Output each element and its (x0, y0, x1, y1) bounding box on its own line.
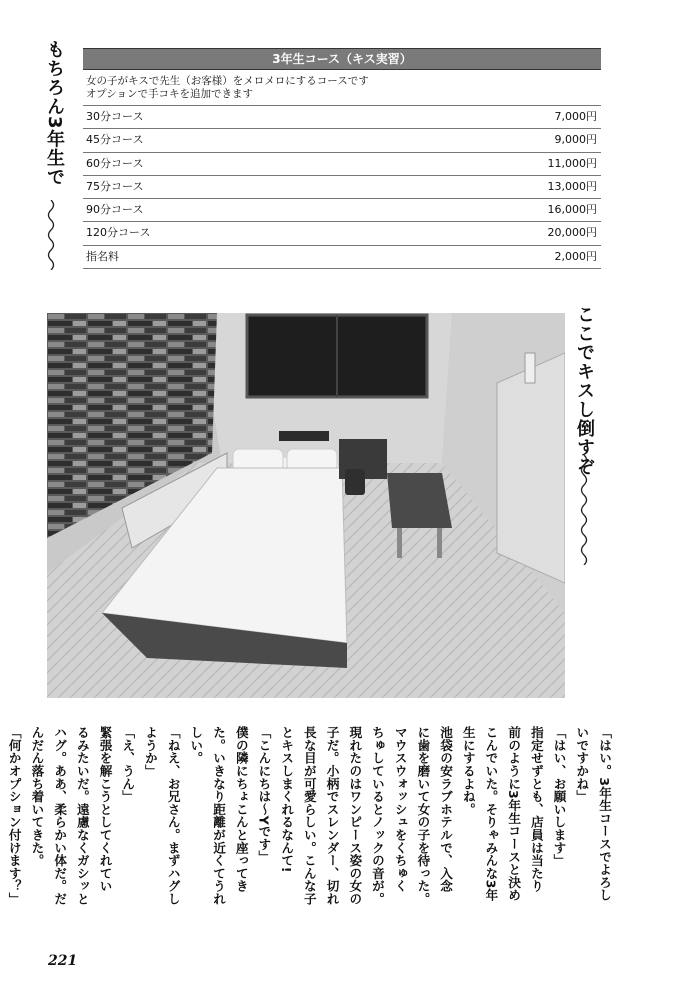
right-caption: ここでキスし倒すぞ (574, 305, 595, 476)
table-row: 90分コース 16,000円 (83, 198, 601, 221)
table-row: 45分コース 9,000円 (83, 128, 601, 151)
hotel-room-photo (47, 313, 565, 698)
table-row: 30分コース 7,000円 (83, 105, 601, 128)
price-table-rows (83, 105, 601, 269)
table-row: 指名料 2,000円 (83, 245, 601, 269)
left-caption: もちろん3年生で (44, 40, 65, 187)
page-number: 221 (48, 953, 78, 969)
table-row: 60分コース 11,000円 (83, 152, 601, 175)
price-table-title: 3年生コース（キス実習） (83, 48, 601, 70)
table-row: 120分コース 20,000円 (83, 221, 601, 244)
price-table (83, 48, 601, 269)
left-caption-wave (44, 200, 58, 270)
article-body: 「はい。3年生コースでよろし いですかね」 「はい、お願いします」 指定せずとも、店員は当たり 前のように3年生コースと決め こんでいた。そりゃみんな3年 生にするよね。 池袋の安ラブホテルで、入念 に歯を磨いて女の子を待った。 マウスウォッシュをくちゅく ちゅしているとノックの音が。 現れたのはワンピース姿の女の 子だ。小柄でスレンダー、切れ 長な目が可愛らしい。こんな子 とキスしまくれるなんて! 「こんにちは〜Yです」 僕の隣にちょこんと座ってき た。いきなり距離が近くてうれ しい。 「ねえ、お兄さん。まずハグし ようか」 「え、うん」 緊張を解こうとしてくれてい るみたいだ。遠慮なくガシッと ハグ。ああ、柔らかい体だ。だ んだん落ち着いてきた。 「何かオプション付けます？」 (6, 726, 612, 906)
right-caption-wave (577, 455, 591, 565)
price-table-description: 女の子がキスで先生（お客様）をメロメロにするコースです オプションで手コキを追加できます (86, 75, 369, 100)
table-row: 75分コース 13,000円 (83, 175, 601, 198)
